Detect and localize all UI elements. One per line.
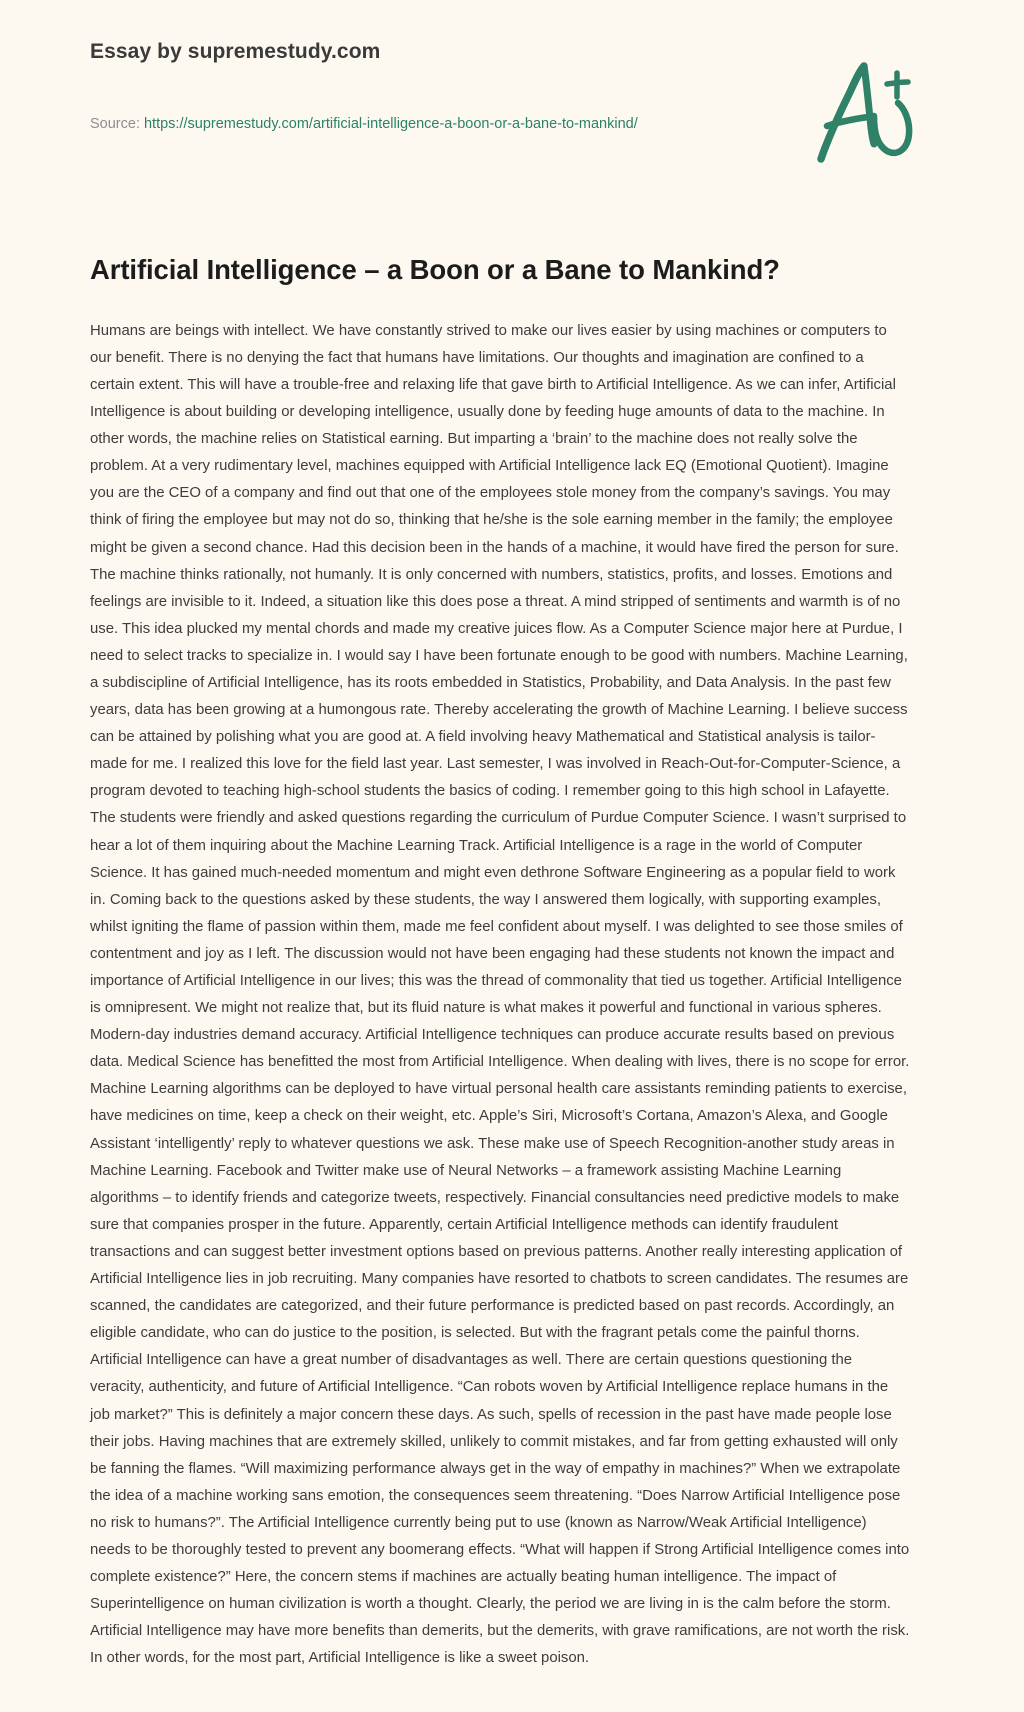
article-paragraph: Humans are beings with intellect. We have constantly strived to make our lives easier by using machines or computers to our benefit. There is no denying the fact that humans have limitations. Our thoughts and imagination are confined to a certain extent. This will have a trouble-free and relaxing life that gave birth to Artificial Intelligence. As we can infer, Artificial Intelligence is about building or developing intelligence, usually done by feeding huge amounts of data to the machine. In other words, the machine relies on Statistical earning. But imparting a ‘brain’ to the machine does not really solve the problem. At a very rudimentary level, machines equipped with Artificial Intelligence lack EQ (Emotional Quotient). Imagine you are the CEO of a company and find out that one of the employees stole money from the company’s savings. You may think of firing the employee but may not do so, thinking that he/she is the sole earning member in the family; the employee might be given a second chance. Had this decision been in the hands of a machine, it would have fired the person for sure. The machine thinks rationally, not humanly. It is only concerned with numbers, statistics, profits, and losses. Emotions and feelings are invisible to it. Indeed, a situation like this does pose a threat. A mind stripped of sentiments and warmth is of no use. This idea plucked my mental chords and made my creative juices flow. As a Computer Science major here at Purdue, I need to select tracks to specialize in. I would say I have been fortunate enough to be good with numbers. Machine Learning, a subdiscipline of Artificial Intelligence, has its roots embedded in Statistics, Probability, and Data Analysis. In the past few years, data has been growing at a humongous rate. Thereby accelerating the growth of Machine Learning. I believe success can be attained by polishing what you are good at. A field involving heavy Mathematical and Statistical analysis is tailor-made for me. I realized this love for the field last year. Last semester, I was involved in Reach-Out-for-Computer-Science, a program devoted to teaching high-school students the basics of coding. I remember going to this high school in Lafayette. The students were friendly and asked questions regarding the curriculum of Purdue Computer Science. I wasn’t surprised to hear a lot of them inquiring about the Machine Learning Track. Artificial Intelligence is a rage in the world of Computer Science. It has gained much-needed momentum and might even dethrone Software Engineering as a popular field to work in. Coming back to the questions asked by these students, the way I answered them logically, with supporting examples, whilst igniting the flame of passion within them, made me feel confident about myself. I was delighted to see those smiles of contentment and joy as I left. The discussion would not have been engaging had these students not known the impact and importance of Artificial Intelligence in our lives; this was the thread of commonality that tied us together. Artificial Intelligence is omnipresent. We might not realize that, but its fluid nature is what makes it powerful and functional in various spheres. Modern-day industries demand accuracy. Artificial Intelligence techniques can produce accurate results based on previous data. Medical Science has benefitted the most from Artificial Intelligence. When dealing with lives, there is no scope for error. Machine Learning algorithms can be deployed to have virtual personal health care assistants reminding patients to exercise, have medicines on time, keep a check on their weight, etc. Apple’s Siri, Microsoft’s Cortana, Amazon’s Alexa, and Google Assistant ‘intelligently’ reply to whatever questions we ask. These make use of Speech Recognition-another study areas in Machine Learning. Facebook and Twitter make use of Neural Networks – a framework assisting Machine Learning algorithms – to identify friends and categorize tweets, respectively. Financial consultancies need predictive models to make sure that companies prosper in the future. Apparently, certain Artificial Intelligence methods can identify fraudulent transactions and can suggest better investment options based on previous patterns. Another really interesting application of Artificial Intelligence lies in job recruiting. Many companies have resorted to chatbots to screen candidates. The resumes are scanned, the candidates are categorized, and their future performance is predicted based on past records. Accordingly, an eligible candidate, who can do justice to the position, is selected. But with the fragrant petals come the painful thorns. Artificial Intelligence can have a great number of disadvantages as well. There are certain questions questioning the veracity, authenticity, and future of Artificial Intelligence. “Can robots woven by Artificial Intelligence replace humans in the job market?” This is definitely a major concern these days. As such, spells of recession in the past have made people lose their jobs. Having machines that are extremely skilled, unlikely to commit mistakes, and far from getting exhausted will only be fanning the flames. “Will maximizing performance always get in the way of empathy in machines?” When we extrapolate the idea of a machine working sans emotion, the consequences seem threatening. “Does Narrow Artificial Intelligence pose no risk to humans?”. The Artificial Intelligence currently being put to use (known as Narrow/Weak Artificial Intelligence) needs to be thoroughly tested to prevent any boomerang effects. “What will happen if Strong Artificial Intelligence comes into complete existence?” Here, the concern stems if machines are actually beating human intelligence. The impact of Superintelligence on human civilization is worth a thought. Clearly, the period we are living in is the calm before the storm. Artificial Intelligence may have more benefits than demerits, but the demerits, with grave ramifications, are not worth the risk. In other words, for the most part, Artificial Intelligence is like a sweet poison. (90, 322, 910, 1667)
source-url-link[interactable]: https://supremestudy.com/artificial-intelligence-a-boon-or-a-bane-to-mankind/ (143, 116, 638, 132)
document-header (0, 0, 1024, 200)
article-body (90, 318, 910, 1673)
source-line (90, 116, 638, 132)
a-plus-logo-icon (808, 56, 928, 166)
supremestudy-logo (808, 56, 928, 166)
brand-title: Essay by supremestudy.com (90, 40, 381, 63)
source-label: Source: (90, 116, 140, 132)
article (0, 252, 1024, 1712)
page-title: Artificial Intelligence – a Boon or a Bane to Mankind? (90, 254, 780, 285)
